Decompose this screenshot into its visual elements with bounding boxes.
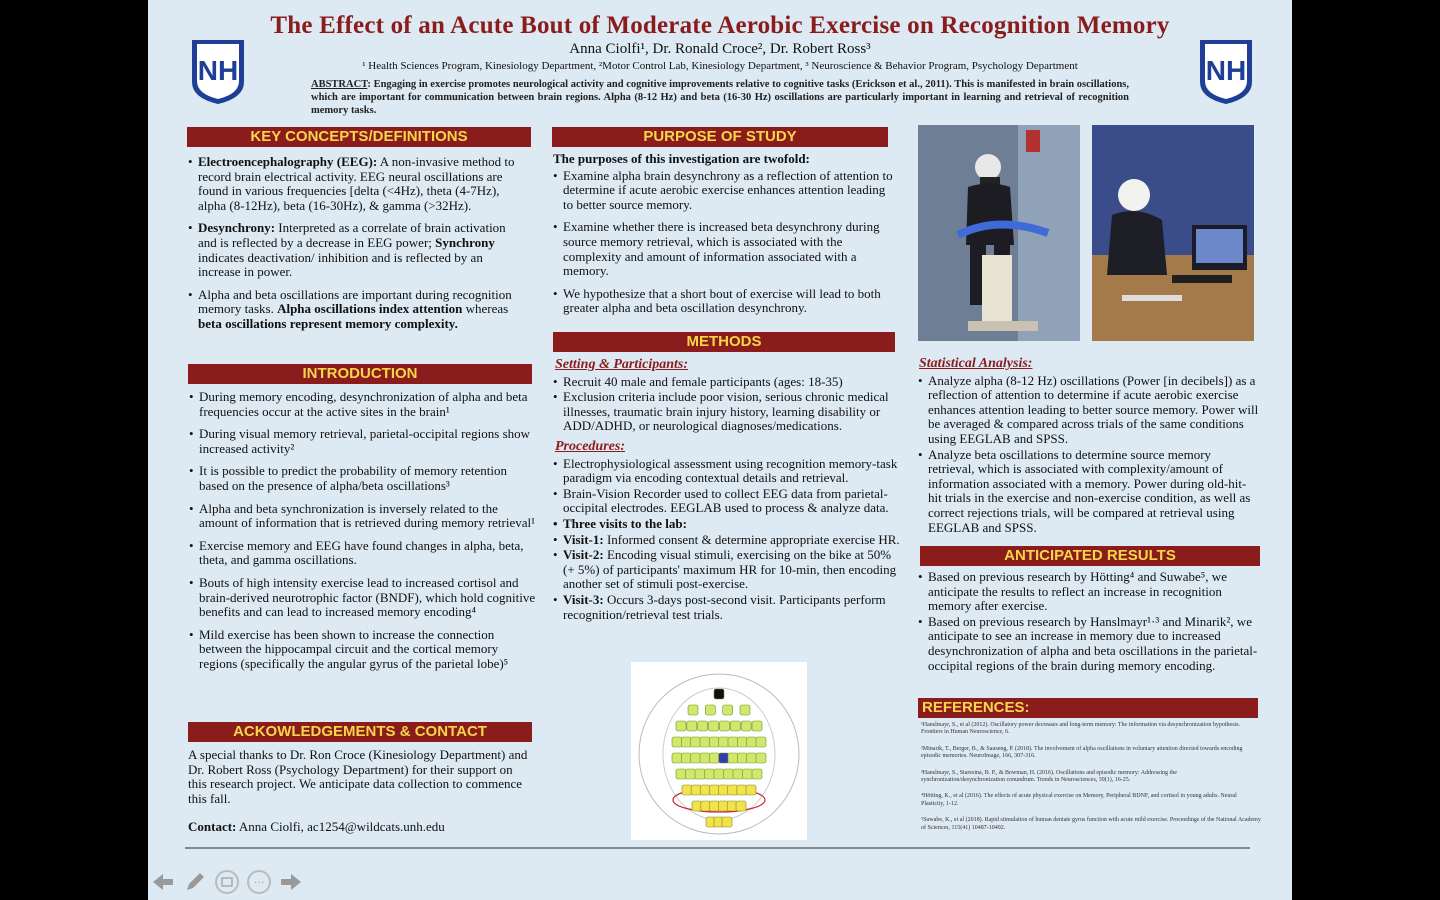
reference-item: ⁴Hötting, K., et al (2016). The effects of acute physical exercise on Memory, Peripheral BDNF, and cortisol in young adults. Neural Plasticity, 1-12. [921, 793, 1237, 807]
electrode-marker [676, 769, 686, 779]
electrode-marker [705, 769, 715, 779]
purpose-intro: The purposes of this investigation are twofold: [553, 151, 810, 166]
visit1-label: Visit-1: [563, 531, 604, 547]
references-body [921, 722, 1261, 841]
text-eeg: A non-invasive method to record brain electrical activity. EEG neural oscillations are found in various frequencies [delta (<4Hz), theta (4-7Hz), alpha (8-12Hz), beta (16-30Hz), & gamma (>32Hz). [198, 154, 515, 213]
unh-logo-text: NH [1205, 55, 1247, 86]
reference-item: ⁵Suwabe, K., et al (2018). Rapid stimulation of human dentate gyrus function with acute mild exercise. Proceedings of the National Academy of Sciences, 115(41) 10487-10492. [921, 817, 1261, 831]
abstract-label: ABSTRACT [311, 79, 368, 90]
setting-subheading: Setting & Participants: [555, 357, 689, 372]
electrode-marker [686, 769, 696, 779]
list-item: • Examine alpha brain desynchrony as a reflection of attention to determine if acute aerobic exercise enhances attention leading to better source memory. [563, 169, 898, 213]
reference-item: ³Hanslmayr, S., Staresina, B. P., & Bowman, H. (2016). Oscillations and episodic memory: Addressing the synchronization/desynchronization conundrum. Trends in Neurosciences, 39(1), 16-25. [921, 769, 1177, 784]
visit1-text: Informed consent & determine appropriate exercise HR. [603, 531, 900, 547]
statistical-subheading: Statistical Analysis: [919, 356, 1033, 371]
list-item: • Mild exercise has been shown to increase the connection between the hippocampal circuit and the cortical memory regions (specifically the angular gyrus of the parietal lobe)⁵ [199, 628, 539, 672]
list-item: • During memory encoding, desynchronization of alpha and beta frequencies occur at the active sites in the brain¹ [199, 390, 539, 419]
slides-icon[interactable] [214, 869, 240, 895]
abstract-text: : Engaging in exercise promotes neurological activity and cognitive improvements relative to cognitive tasks (Erickson et al., 2011). This is manifested in brain oscillations, which are important for communication between brain regions. Alpha (8-12 Hz) and beta (16-30 Hz) oscillations are particularly important in learning and retrieval of recognition memory tasks. [311, 79, 1129, 116]
list-item: • Based on previous research by Hötting⁴ and Suwabe⁵, we anticipate the results to reflect an increase in recognition memory after exercise. [928, 570, 1260, 614]
procedures-subheading: Procedures: [555, 438, 625, 454]
electrode-marker [741, 721, 751, 731]
list-item: • Examine whether there is increased beta desynchrony during source memory retrieval, which is associated with the complexity and amount of information associated with a memory. [563, 220, 898, 278]
text-whereas: whereas [462, 301, 509, 317]
abstract [311, 78, 1129, 117]
electrode-marker [714, 769, 724, 779]
list-item: • Electrophysiological assessment using recognition memory-task paradigm via encoding contextual details and retrieval. [563, 457, 901, 486]
anticipated-results-heading: ANTICIPATED RESULTS [920, 546, 1260, 566]
poster-title: The Effect of an Acute Bout of Moderate Aerobic Exercise on Recognition Memory [270, 12, 1170, 39]
list-item [563, 593, 901, 622]
electrode-marker [709, 753, 719, 763]
electrode-marker [719, 721, 729, 731]
photo-bike-exercise [918, 125, 1080, 341]
procedures-subheading-text: Procedures [555, 438, 621, 454]
anticipated-results-body [914, 570, 1260, 674]
electrode-marker [700, 785, 710, 795]
electrode-marker [687, 721, 697, 731]
divider [185, 847, 1250, 849]
contact-label: Contact: [188, 819, 237, 835]
electrode-marker [747, 753, 757, 763]
contact-line [188, 820, 530, 835]
photo-computer-task [1092, 125, 1254, 341]
electrode-marker [672, 737, 682, 747]
electrode-marker [756, 753, 766, 763]
poster-authors: Anna Ciolfi¹, Dr. Ronald Croce², Dr. Robert Ross³ [569, 41, 871, 57]
electrode-marker [681, 753, 691, 763]
electrode-marker [746, 785, 756, 795]
electrode-marker [719, 785, 729, 795]
list-item [198, 221, 526, 279]
eeg-map-svg [631, 662, 807, 840]
visit2-label: Visit-2: [563, 547, 604, 563]
electrode-marker [752, 769, 762, 779]
text-desynchrony: Interpreted as a correlate of brain activation and is reflected by a decrease in EEG power; [198, 220, 506, 250]
electrode-marker [676, 721, 686, 731]
references-heading: REFERENCES: [918, 698, 1258, 718]
electrode-marker [682, 785, 692, 795]
electrode-marker [752, 721, 762, 731]
electrode-marker [728, 785, 738, 795]
electrode-marker [733, 769, 743, 779]
reference-item: ²Minarik, T., Berger, B., & Sauseng, P. (2018). The involvement of alpha oscillations in voluntary attention directed towards encoding episodic memories. NeuroImage, 166, 307-316. [921, 745, 1243, 760]
electrode-marker [710, 801, 720, 811]
pen-icon[interactable] [182, 869, 208, 895]
poster-affiliations: ¹ Health Sciences Program, Kinesiology Department, ²Motor Control Lab, Kinesiology Department, ³ Neuroscience & Behavior Program, Psychology Department [362, 60, 1078, 72]
electrode-marker [737, 737, 747, 747]
electrode-marker [723, 705, 733, 715]
methods-heading: METHODS [553, 332, 895, 352]
list-item: • Analyze alpha (8-12 Hz) oscillations (Power [in decibels]) as a reflection of attention to determine if acute aerobic exercise enhances attention leading to better source memory. Power will be averaged & compared across trials of the same conditions using EEGLAB and SPSS. [928, 374, 1260, 447]
list-item: • Exclusion criteria include poor vision, serious chronic medical illnesses, traumatic brain injury history, learning disability or ADD/ADHD, or neurological diagnoses/medications. [563, 390, 901, 434]
list-item: • Three visits to the lab: [563, 517, 901, 532]
term-desynchrony: Desynchrony: [198, 220, 276, 236]
list-item: • Alpha and beta synchronization is inversely related to the amount of information that is retrieved during memory retrieval¹ [199, 502, 539, 531]
key-concepts-body [188, 155, 526, 340]
list-item: • Based on previous research by Hanslmayr¹·³ and Minarik², we anticipate to see an increase in memory due to increased desynchronization of alpha and beta oscillations in the parietal-occipital regions of the brain during memory encoding. [928, 615, 1260, 673]
visit2-text: Encoding visual stimuli, exercising on the bike at 50% (+ 5%) of participants' maximum HR for 10-min, then encoding another set of stimuli post-exercise. [563, 547, 897, 592]
list-item: • During visual memory retrieval, parietal-occipital regions show increased activity² [199, 427, 539, 456]
list-item [563, 548, 901, 592]
electrode-marker [700, 737, 710, 747]
electrode-marker [709, 785, 719, 795]
electrode-marker [719, 753, 729, 763]
methods-body [553, 356, 901, 623]
electrode-marker [709, 737, 719, 747]
text-synchrony: indicates deactivation/ inhibition and is reflected by an increase in power. [198, 249, 483, 280]
electrode-marker [695, 769, 705, 779]
term-synchrony: Synchrony [435, 234, 495, 250]
list-item [198, 155, 526, 213]
electrode-marker [700, 753, 710, 763]
list-item: • We hypothesize that a short bout of exercise will lead to both greater alpha and beta oscillation desynchrony. [563, 287, 898, 316]
list-item [563, 533, 901, 548]
poster-slide [148, 0, 1292, 900]
list-item [198, 288, 526, 332]
electrode-marker [737, 753, 747, 763]
more-icon[interactable]: ··· [246, 869, 272, 895]
unh-logo-text: NH [197, 55, 239, 86]
electrode-marker [709, 721, 719, 731]
bold-beta: beta oscillations represent memory complexity. [198, 315, 458, 331]
arrow-right-icon[interactable] [278, 869, 304, 895]
list-item: • Brain-Vision Recorder used to collect EEG data from parietal-occipital electrodes. EEGLAB used to process & analyze data. [563, 487, 901, 516]
electrode-marker [698, 721, 708, 731]
electrode-marker [714, 689, 724, 699]
introduction-body [189, 390, 539, 680]
statistical-subheading-text: Statistical Analysis [919, 356, 1028, 371]
contact-text: Anna Ciolfi, ac1254@wildcats.unh.edu [236, 819, 445, 835]
electrode-marker [736, 801, 746, 811]
acknowledgements-text: A special thanks to Dr. Ron Croce (Kinesiology Department) and Dr. Robert Ross (Psychology Department) for their support on this research project. We anticipate data collection to commence this fall. [188, 747, 528, 806]
eeg-electrode-map [631, 662, 807, 840]
electrode-marker [691, 737, 701, 747]
electrode-marker [756, 737, 766, 747]
acknowledgements-heading: ACKOWLEDGEMENTS & CONTACT [188, 722, 532, 742]
electrode-marker [722, 817, 732, 827]
arrow-left-icon[interactable] [150, 869, 176, 895]
visit3-label: Visit-3: [563, 591, 604, 607]
electrode-marker [705, 705, 715, 715]
electrode-marker [740, 705, 750, 715]
electrode-marker [728, 737, 738, 747]
electrode-marker [724, 769, 734, 779]
list-item: • Exercise memory and EEG have found changes in alpha, beta, theta, and gamma oscillations. [199, 539, 539, 568]
introduction-heading: INTRODUCTION [188, 364, 532, 384]
electrode-marker [691, 785, 701, 795]
acknowledgements-body [188, 748, 530, 835]
purpose-heading: PURPOSE OF STUDY [552, 127, 888, 147]
list-item: • Bouts of high intensity exercise lead to increased cortisol and brain-derived neurotrophic factor (BNDF), which hold cognitive benefits and can lead to increased memory encoding⁴ [199, 576, 539, 620]
text-alpha: Alpha and beta oscillations are important during recognition memory tasks. [198, 286, 512, 317]
bold-alpha: Alpha oscillations index attention [277, 301, 463, 317]
electrode-marker [681, 737, 691, 747]
list-item: • Recruit 40 male and female participants (ages: 18-35) [563, 375, 901, 390]
electrode-marker [747, 737, 757, 747]
list-item: • It is possible to predict the probability of memory retention based on the presence of alpha/beta oscillations³ [199, 464, 539, 493]
electrode-marker [728, 753, 738, 763]
electrode-marker [730, 721, 740, 731]
electrode-marker [688, 705, 698, 715]
visit3-text: Occurs 3-days post-second visit. Participants perform recognition/retrieval test trials. [563, 591, 886, 622]
term-eeg: Electroencephalography (EEG): [198, 154, 378, 169]
electrode-marker [701, 801, 711, 811]
purpose-body [553, 152, 898, 324]
key-concepts-heading: KEY CONCEPTS/DEFINITIONS [187, 127, 531, 147]
electrode-marker [691, 753, 701, 763]
electrode-marker [719, 737, 729, 747]
list-item: • Analyze beta oscillations to determine source memory retrieval, which is associated with complexity/amount of information associated with a memory. Power during old-hit-hit trials in the exercise and non-exercise condition, as well as correct rejections trials, will be compared at retrieval using EEGLAB and SPSS. [928, 448, 1260, 536]
electrode-marker [737, 785, 747, 795]
statistical-body [914, 355, 1260, 543]
setting-subheading-text: Setting & Participants [555, 357, 684, 372]
electrode-marker [672, 753, 682, 763]
reference-item: ¹Hanslmayr, S., et al (2012). Oscillatory power decreases and long-term memory: The information via desynchronization hypothesis. Frontiers in Human Neuroscience, 6. [921, 722, 1241, 736]
electrode-marker [743, 769, 753, 779]
